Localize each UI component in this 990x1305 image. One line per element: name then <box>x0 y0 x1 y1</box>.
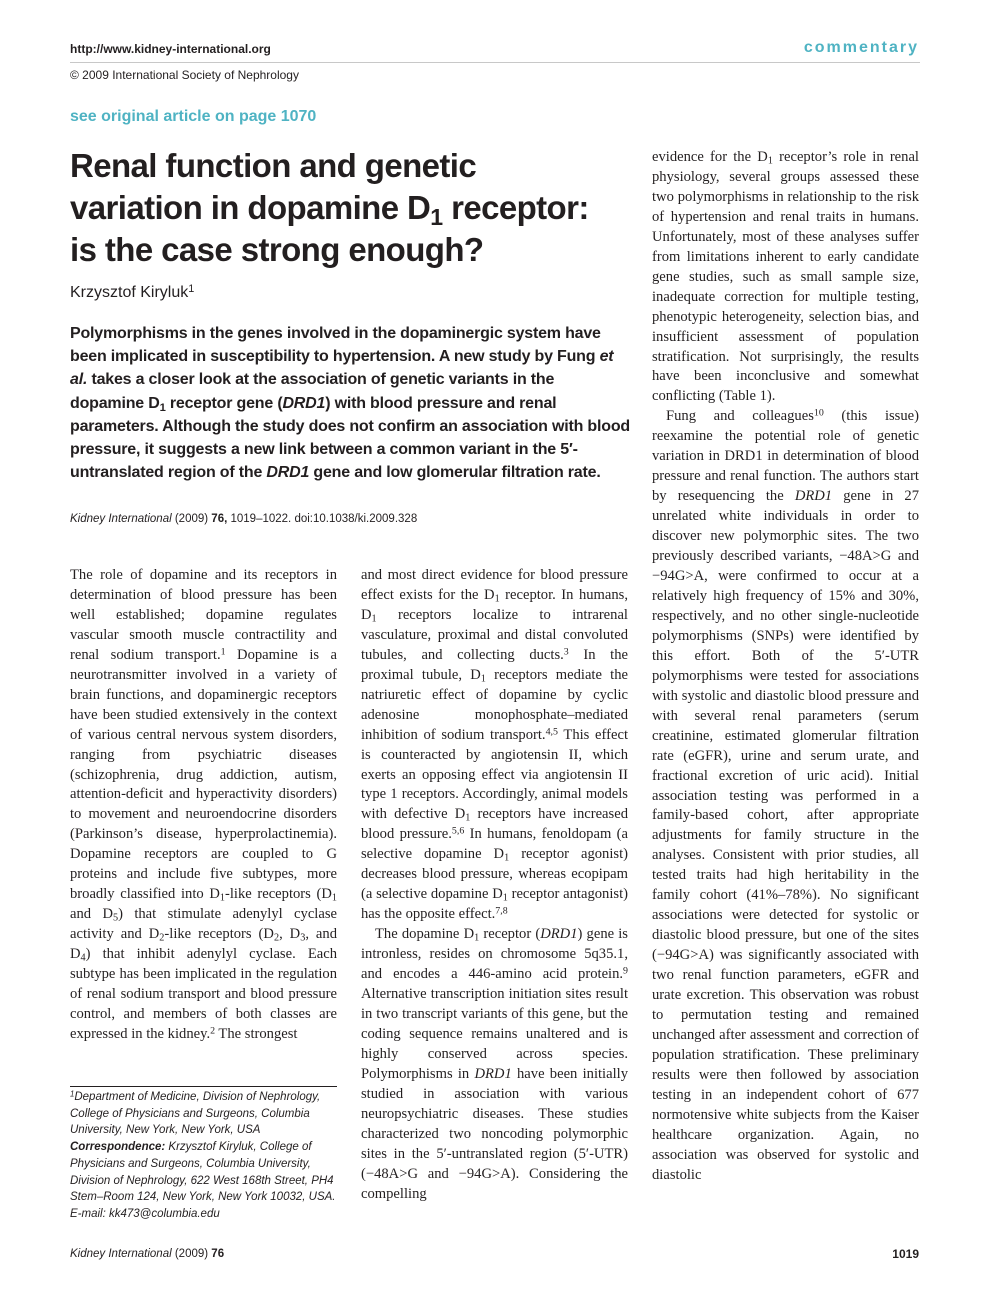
title-line-3: is the case strong enough? <box>70 231 484 268</box>
paragraph: evidence for the $D_1$ receptor’s role in renal physiology, several groups assessed these two polymorphisms in relationship to the risk of hypertension and renal traits in humans. Unfortunately, most of these analyses suffer from limitations inherent to early candidate gene studies, such as small sample size, inadequate correction for multiple testing, phenotypic heterogeneity, selection bias, and insufficient assessment of population stratification. Not surprisingly, the results have been inconclusive and somewhat conflicting (Table 1). <box>652 149 919 405</box>
body-column-3 <box>652 148 919 1186</box>
author-name: Krzysztof Kiryluk$^1$ <box>70 283 195 301</box>
body-column-1 <box>70 566 337 1045</box>
paragraph: Fung and colleagues$^{10}$ (this issue) reexamine the potential role of genetic variation in DRD1 in determination of blood pressure and renal function. The authors start by resequencing the DRD1 gene in 27 unrelated white individuals in order to discover new polymorphic sites. The two previously described variants, −48A>G and −94G>A, were confirmed to occur at a relatively high frequency of 15% and 30%, respectively, and no other single-nucleotide polymorphisms (SNPs) were identified by this effort. Both of the 5′-UTR polymorphisms were tested for associations with systolic and diastolic blood pressure and with several renal parameters (serum creatinine, estimated glomerular filtration rate (eGFR), urine and serum urate, and fractional excretion of uric acid). Initial association testing was performed in a family-based cohort, after appropriate adjustments for family structure in the analyses. Consistent with prior studies, all tested traits had high heritability in the family cohort (41%–78%). No significant associations were detected for systolic or diastolic blood pressure, but one of the sites (−94G>A) was significantly associated with two renal function parameters, eGFR and urate excretion. This observation was robust to permutation testing and remained unchanged after assessment and correction of population stratification. These preliminary results were then followed by association testing in an independent cohort of 677 normotensive white subjects from the Kaiser healthcare organization. Again, no association was observed for systolic and diastolic <box>652 407 920 1183</box>
footnote-divider <box>70 1086 337 1087</box>
title-line-1: Renal function and genetic <box>70 147 477 184</box>
body-column-2 <box>361 566 628 1205</box>
header-divider <box>70 62 920 63</box>
affiliation-footnote: $^1$Department of Medicine, Division of Nephrology, College of Physicians and Surgeons, Columbia University, New York, New York, USA Correspondence: Krzysztof Kiryluk, College of Physicians and Surgeons, Columbia University, Division of Nephrology, 622 West 168th Street, PH4 Stem–Room 124, New York, New York 10032, USA. E-mail: kk473@columbia.edu <box>70 1089 336 1220</box>
page-number: 1019 <box>892 1247 919 1261</box>
paragraph: The dopamine $D_1$ receptor (DRD1) gene is intronless, resides on chromosome 5q35.1, and encodes a 446-amino acid protein.$^9$ Alternative transcription initiation sites result in two transcript variants of this gene, but the coding sequence remains unaltered and is highly conserved across species. Polymorphisms in DRD1 have been initially studied in association with various neuropsychiatric diseases. These studies characterized two noncoding polymorphic sites in the 5′-untranslated region (5′-UTR) (−48A>G and −94G>A). Considering the compelling <box>361 926 628 1202</box>
see-original-link[interactable]: see original article on page 1070 <box>70 108 317 125</box>
paragraph: and most direct evidence for blood pressure effect exists for the $D_1$ receptor. In humans, $D_1$ receptors localize to intrarenal vasculature, proximal and distal convoluted tubules, and collecting ducts.$^3$ In the proximal tubule, $D_1$ receptors mediate the natriuretic effect of dopamine by cyclic adenosine monophosphate–mediated inhibition of sodium transport.$^{4,5}$ This effect is counteracted by angiotensin II, which exerts an opposing effect via angiotensin II type 1 receptors. Accordingly, animal models with defective $D_1$ receptors have increased blood pressure.$^{5,6}$ In humans, fenoldopam (a selective dopamine $D_1$ receptor agonist) decreases blood pressure, whereas ecopipam (a selective dopamine $D_1$ receptor antagonist) has the opposite effect.$^{7,8}$ <box>361 567 629 923</box>
footer-journal: Kidney International (2009) 76 <box>70 1248 225 1260</box>
affiliation-mark: 1 <box>188 283 195 296</box>
abstract: Polymorphisms in the genes involved in the dopaminergic system have been implicated in susceptibility to hypertension. A new study by Fung et al. takes a closer look at the association of genetic variants in the dopamine $D_1$ receptor gene (DRD1) with blood pressure and renal parameters. Although the study does not confirm an association with blood pressure, it suggests a new link between a common variant in the 5′-untranslated region of the DRD1 gene and low glomerular filtration rate. <box>70 325 630 482</box>
article-citation: Kidney International (2009) 76, 1019–1022. doi:10.1038/ki.2009.328 <box>70 513 418 525</box>
title-line-2: variation in dopamine $D_1$ receptor: <box>70 189 589 230</box>
paragraph: The role of dopamine and its receptors in determination of blood pressure has been well established; dopamine regulates vascular smooth muscle contractility and renal sodium transport.$^1$ Dopamine is a neurotransmitter involved in a variety of brain functions, and dopaminergic receptors have been studied extensively in the context of various central nervous system disorders, ranging from psychiatric diseases (schizophrenia, drug addiction, autism, attention-deficit and hyperactivity disorders) to movement and neuroendocrine disorders (Parkinson’s disease, hyperprolactinemia). Dopamine receptors are coupled to G proteins and include five subtypes, more broadly classified into $D_1$-like receptors ($D_1$ and $D_5$) that stimulate adenylyl cyclase activity and $D_2$-like receptors ($D_2$, $D_3$, and $D_4$) that inhibit adenylyl cyclase. Each subtype has been implicated in the regulation of renal sodium transport and blood pressure control, and members of both classes are expressed in the kidney.$^2$ The strongest <box>70 567 338 1042</box>
copyright-notice: © 2009 International Society of Nephrology <box>70 68 299 82</box>
correspondence-label: Correspondence: <box>70 1141 166 1154</box>
article-title <box>70 145 645 271</box>
journal-url[interactable]: http://www.kidney-international.org <box>70 42 271 56</box>
section-label: commentary <box>803 39 919 56</box>
